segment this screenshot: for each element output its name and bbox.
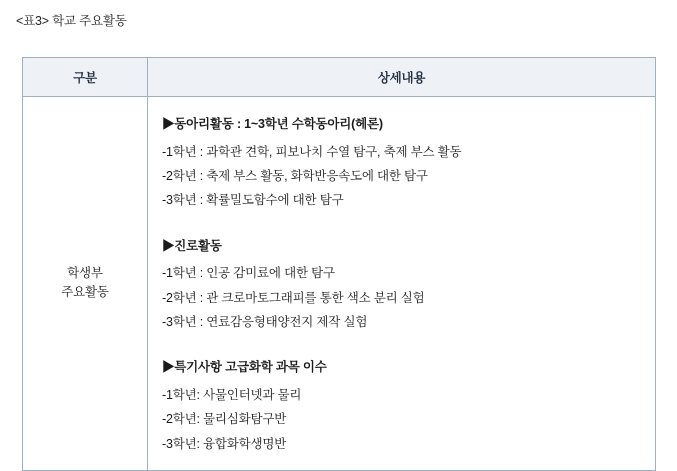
table-caption: <표3> 학교 주요활동 [16, 14, 127, 28]
row-label-cell [23, 97, 148, 471]
column-header-details: 상세내용 [148, 58, 656, 97]
table-header-row [23, 58, 656, 97]
school-activities-table [22, 57, 656, 471]
group-item: -3학년 : 연료감응형태양전지 제작 실험 [162, 314, 368, 329]
row-label-line1: 학생부 [67, 266, 103, 281]
activity-group-special [162, 356, 655, 456]
group-item: -2학년 : 축제 부스 활동, 화학반응속도에 대한 탐구 [162, 168, 428, 183]
group-item: -2학년: 물리심화탐구반 [162, 412, 287, 427]
activity-group-career [162, 235, 655, 335]
group-item: -1학년: 사물인터넷과 물리 [162, 387, 302, 402]
group-item: -3학년 : 확률밀도함수에 대한 탐구 [162, 193, 344, 208]
row-detail-cell [148, 97, 656, 471]
table-row [23, 97, 656, 471]
table-body [23, 97, 656, 471]
group-item: -3학년: 융합화학생명반 [162, 436, 287, 451]
group-heading: ▶특기사항 고급화학 과목 이수 [162, 360, 327, 375]
table-header [23, 58, 656, 97]
group-item: -1학년 : 인공 감미료에 대한 탐구 [162, 266, 335, 281]
group-item: -1학년 : 과학관 견학, 피보나치 수열 탐구, 축제 부스 활동 [162, 144, 462, 159]
group-heading: ▶동아리활동 : 1~3학년 수학동아리(헤론) [162, 117, 383, 131]
activity-group-club [162, 113, 655, 213]
row-label-line2: 주요활동 [61, 285, 109, 300]
group-heading: ▶진로활동 [162, 238, 222, 253]
column-header-category: 구분 [23, 58, 148, 97]
group-item: -2학년 : 관 크로마토그래피를 통한 색소 분리 실험 [162, 290, 425, 305]
